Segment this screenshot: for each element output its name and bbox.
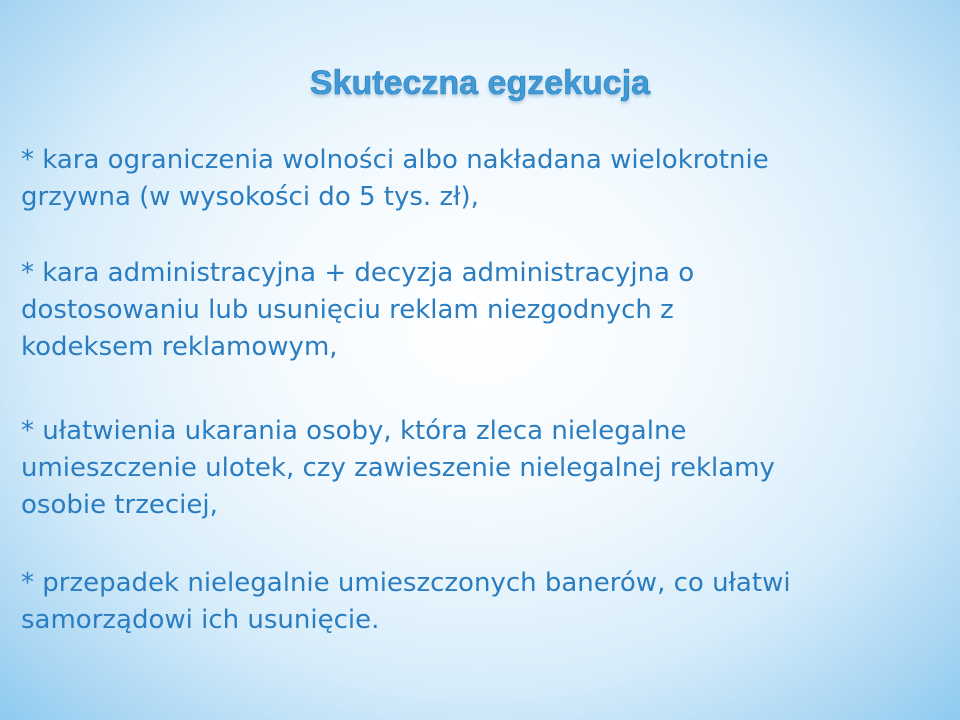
paragraph-line: * przepadek nielegalnie umieszczonych banerów, co ułatwi bbox=[21, 568, 791, 598]
paragraph-line: dostosowaniu lub usunięciu reklam niezgodnych z bbox=[21, 295, 674, 325]
bullet-paragraph-1 bbox=[21, 142, 941, 216]
slide-title: Skuteczna egzekucja bbox=[309, 64, 651, 102]
paragraph-line: umieszczenie ulotek, czy zawieszenie nielegalnej reklamy bbox=[21, 453, 775, 483]
bullet-paragraph-4 bbox=[21, 565, 941, 639]
bullet-paragraph-3 bbox=[21, 413, 941, 524]
paragraph-line: * ułatwienia ukarania osoby, która zleca nielegalne bbox=[21, 416, 687, 446]
paragraph-line: samorządowi ich usunięcie. bbox=[21, 605, 380, 635]
paragraph-line: kodeksem reklamowym, bbox=[21, 332, 338, 362]
paragraph-line: osobie trzeciej, bbox=[21, 490, 218, 520]
paragraph-line: grzywna (w wysokości do 5 tys. zł), bbox=[21, 182, 479, 212]
paragraph-line: * kara administracyjna + decyzja administracyjna o bbox=[21, 258, 695, 288]
paragraph-line: * kara ograniczenia wolności albo nakładana wielokrotnie bbox=[21, 145, 769, 175]
bullet-paragraph-2 bbox=[21, 255, 941, 366]
